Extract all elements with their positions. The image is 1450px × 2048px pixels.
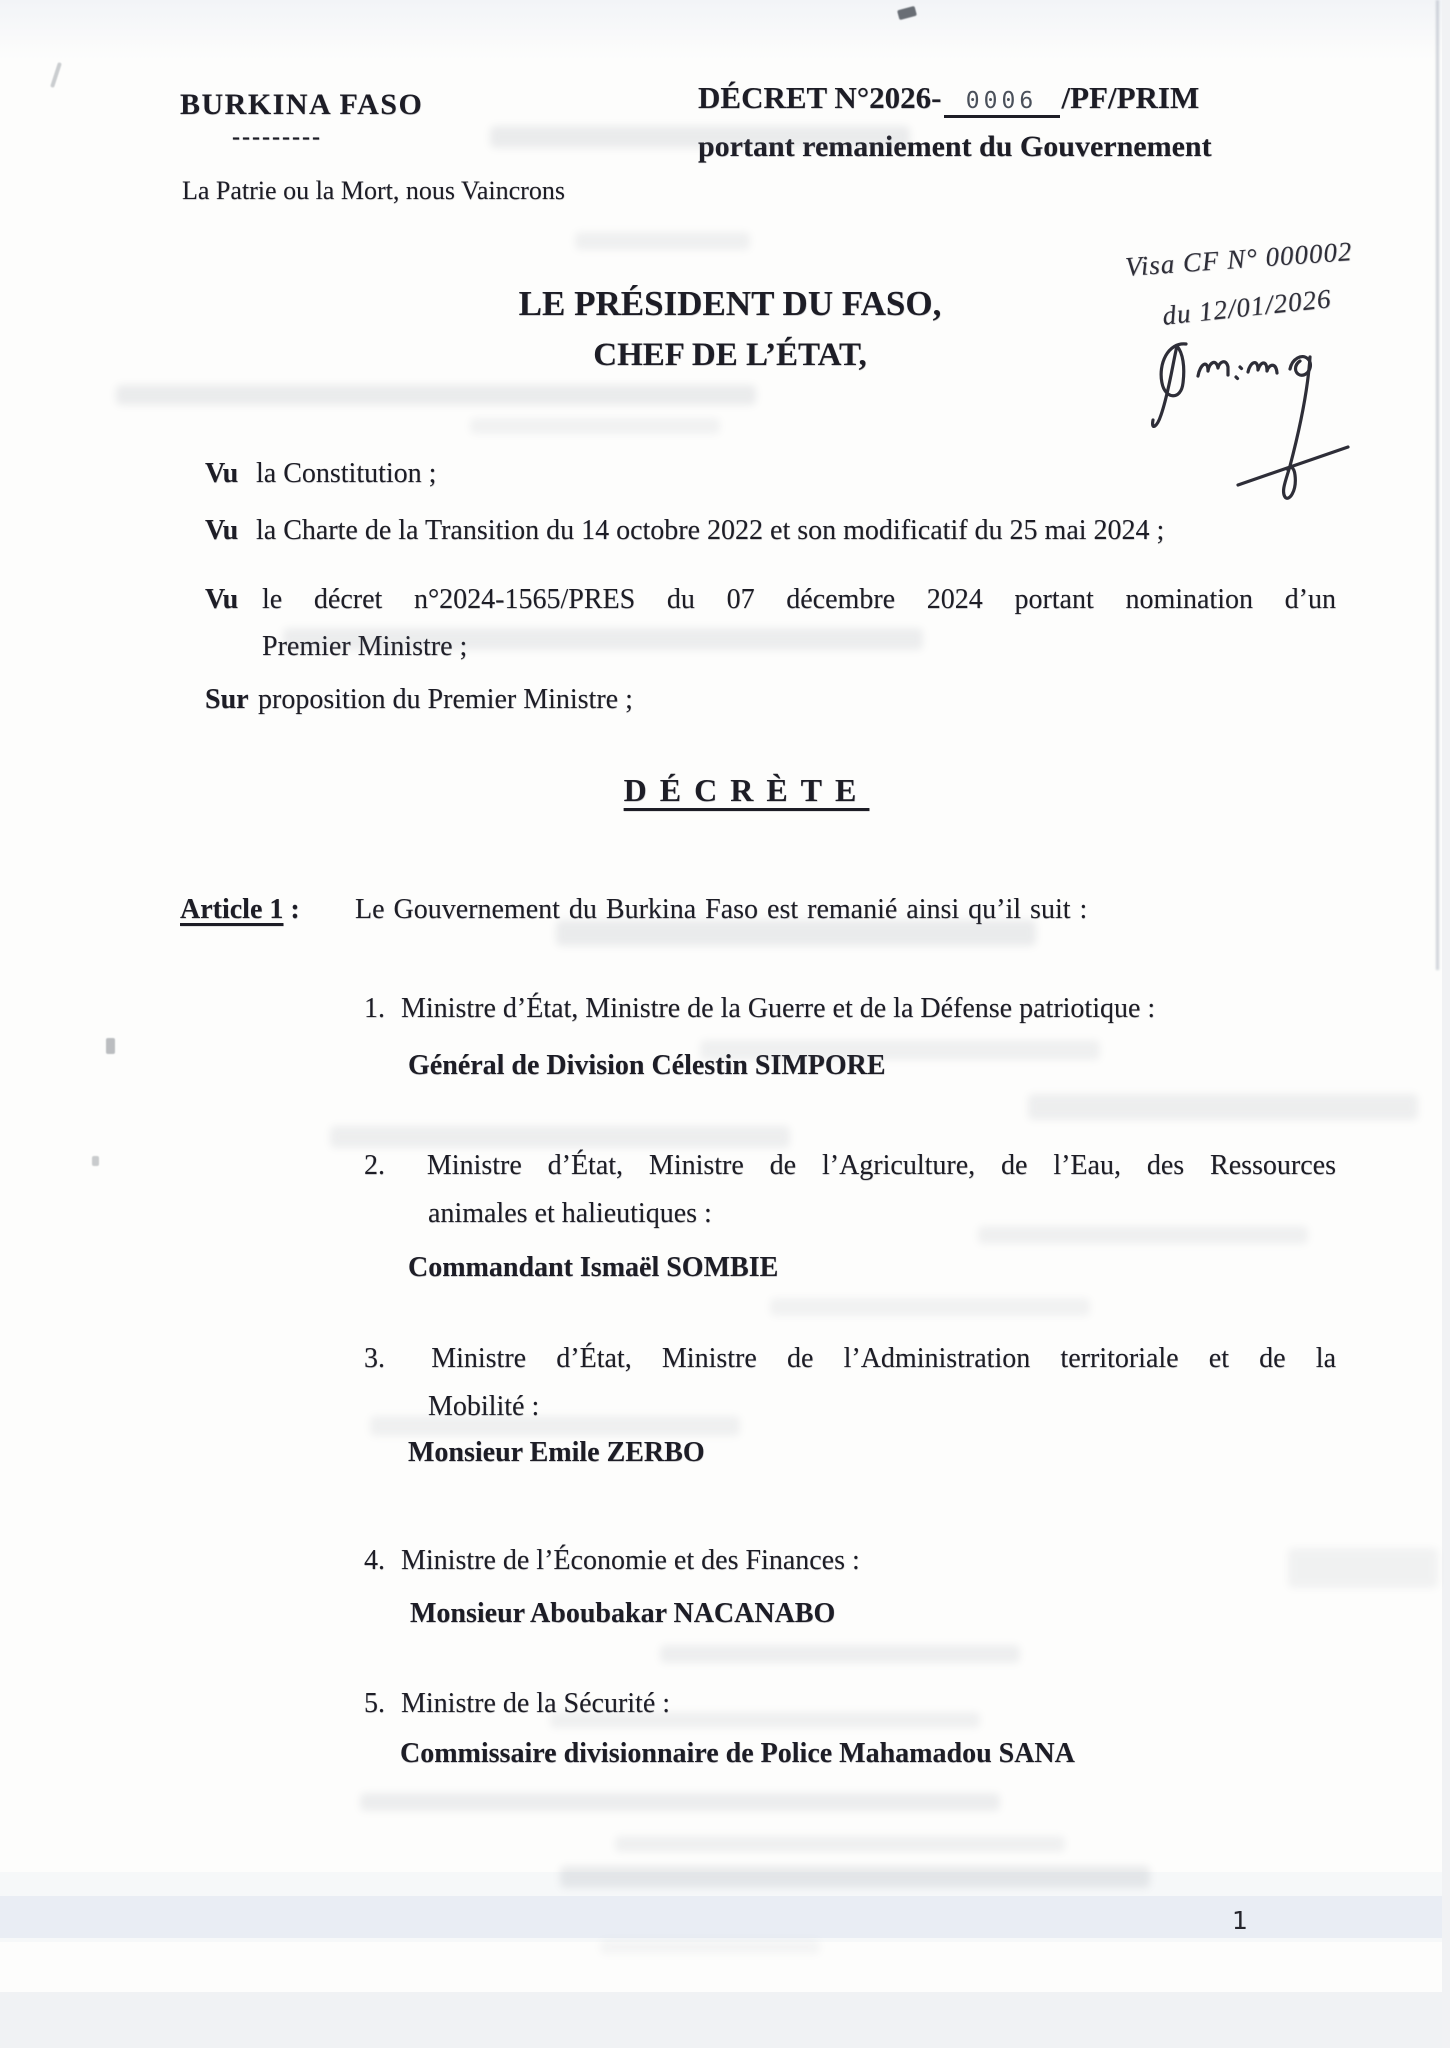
appointment-name: Commandant Ismaël SOMBIE [408,1252,779,1283]
article-label: Article 1 [180,894,284,925]
appointment-name: Monsieur Emile ZERBO [408,1437,705,1468]
bleed-through-ghost [556,920,1036,946]
bleed-through-ghost [1028,1094,1418,1120]
bleed-through-ghost [700,1040,1100,1060]
preamble-label: Vu [205,458,239,489]
bleed-through-ghost [770,1298,1090,1316]
appointment-post-continuation: Mobilité : [428,1391,540,1422]
title-president: LE PRÉSIDENT DU FASO, [518,284,942,323]
article-text: Le Gouvernement du Burkina Faso est remanié ainsi qu’il suit : [355,894,1088,925]
bleed-through-ghost [490,126,910,148]
preamble-text: la Charte de la Transition du 14 octobre 2022 et son modificatif du 25 mai 2024 ; [256,515,1165,546]
appointment-post-text: Ministre d’État, Ministre de la Guerre et de la Défense patriotique : [401,993,1156,1024]
scan-right-edge-strip [1442,0,1450,2048]
decree-heading-text: DÉCRÈTE [623,772,870,808]
country-name: BURKINA FASO [180,88,424,121]
scan-speck [92,1156,99,1166]
bleed-through-ghost [116,385,756,405]
title-chef-etat: CHEF DE L’ÉTAT, [593,337,867,373]
scan-top-band [0,0,1450,60]
appointment-post [364,993,1336,1025]
appointment-post-text: Ministre de l’Économie et des Finances : [401,1545,860,1576]
header-separator: --------- [232,124,322,150]
scan-bottom-strip [0,1992,1450,2048]
appointment-number: 1. [364,993,385,1024]
visa-handwriting-line-1: Visa CF N° 000002 [1124,236,1354,282]
appointment-post-text: Ministre d’État, Ministre de l’Administration territoriale et de la [431,1343,1337,1374]
decree-subject: portant remaniement du Gouvernement [698,130,1212,163]
bleed-through-ghost [360,1793,1000,1811]
appointment-post-text: Ministre d’État, Ministre de l’Agriculture, de l’Eau, des Ressources [426,1150,1336,1181]
bleed-through-ghost [1288,1548,1438,1588]
national-motto: La Patrie ou la Mort, nous Vaincrons [182,176,565,205]
appointment-number: 5. [364,1688,385,1719]
appointment-post-continuation: animales et halieutiques : [428,1198,712,1229]
scan-speck [106,1038,115,1054]
visa-handwriting-line-2: du 12/01/2026 [1160,283,1333,331]
decree-number-stamp: 0006 [944,88,1060,118]
bleed-through-ghost [283,628,923,650]
appointment-post [364,1150,1336,1182]
bleed-through-ghost [978,1226,1308,1244]
appointment-name: Monsieur Aboubakar NACANABO [410,1598,836,1629]
decree-heading [470,772,1010,809]
preamble-text: la Constitution ; [256,458,437,489]
article-label-line [180,894,300,926]
appointment-post [364,1343,1336,1375]
appointment-number: 4. [364,1545,385,1576]
preamble-text: le décret n°2024-1565/PRES du 07 décembre 2024 portant nomination d’un [262,584,1336,615]
scan-speck [897,6,917,20]
bleed-through-ghost [560,1866,1150,1888]
appointment-number: 2. [364,1150,385,1181]
appointment-name: Commissaire divisionnaire de Police Mahamadou SANA [400,1738,1075,1769]
bleed-through-ghost [550,1712,980,1728]
preamble-label: Vu [205,515,239,546]
preamble-label: Vu [205,584,239,615]
bleed-through-ghost [470,418,720,434]
article-colon: : [283,894,300,925]
appointment-post [364,1545,1336,1577]
appointment-post-text: Ministre de la Sécurité : [401,1688,671,1719]
preamble-text-continuation: Premier Ministre ; [262,631,468,662]
bleed-through-ghost [615,1836,1065,1852]
page-number: 1 [1232,1906,1248,1935]
scan-right-edge-line [1436,0,1439,970]
decree-org: /PF/PRIM [1061,80,1200,115]
decree-number-line [698,80,1199,118]
bleed-through-ghost [660,1645,1020,1663]
preamble-label: Sur [205,684,249,715]
bleed-through-ghost [370,1416,740,1436]
preamble-text: proposition du Premier Ministre ; [258,684,633,715]
bleed-through-ghost [330,1126,790,1148]
scan-speck [50,62,62,88]
decree-label: DÉCRET N°2026- [698,80,942,115]
signature-mark [1150,320,1390,535]
bleed-through-ghost [600,1940,820,1954]
appointment-number: 3. [364,1343,385,1374]
bleed-through-ghost [575,232,750,250]
appointment-name: Général de Division Célestin SIMPORE [408,1050,886,1081]
